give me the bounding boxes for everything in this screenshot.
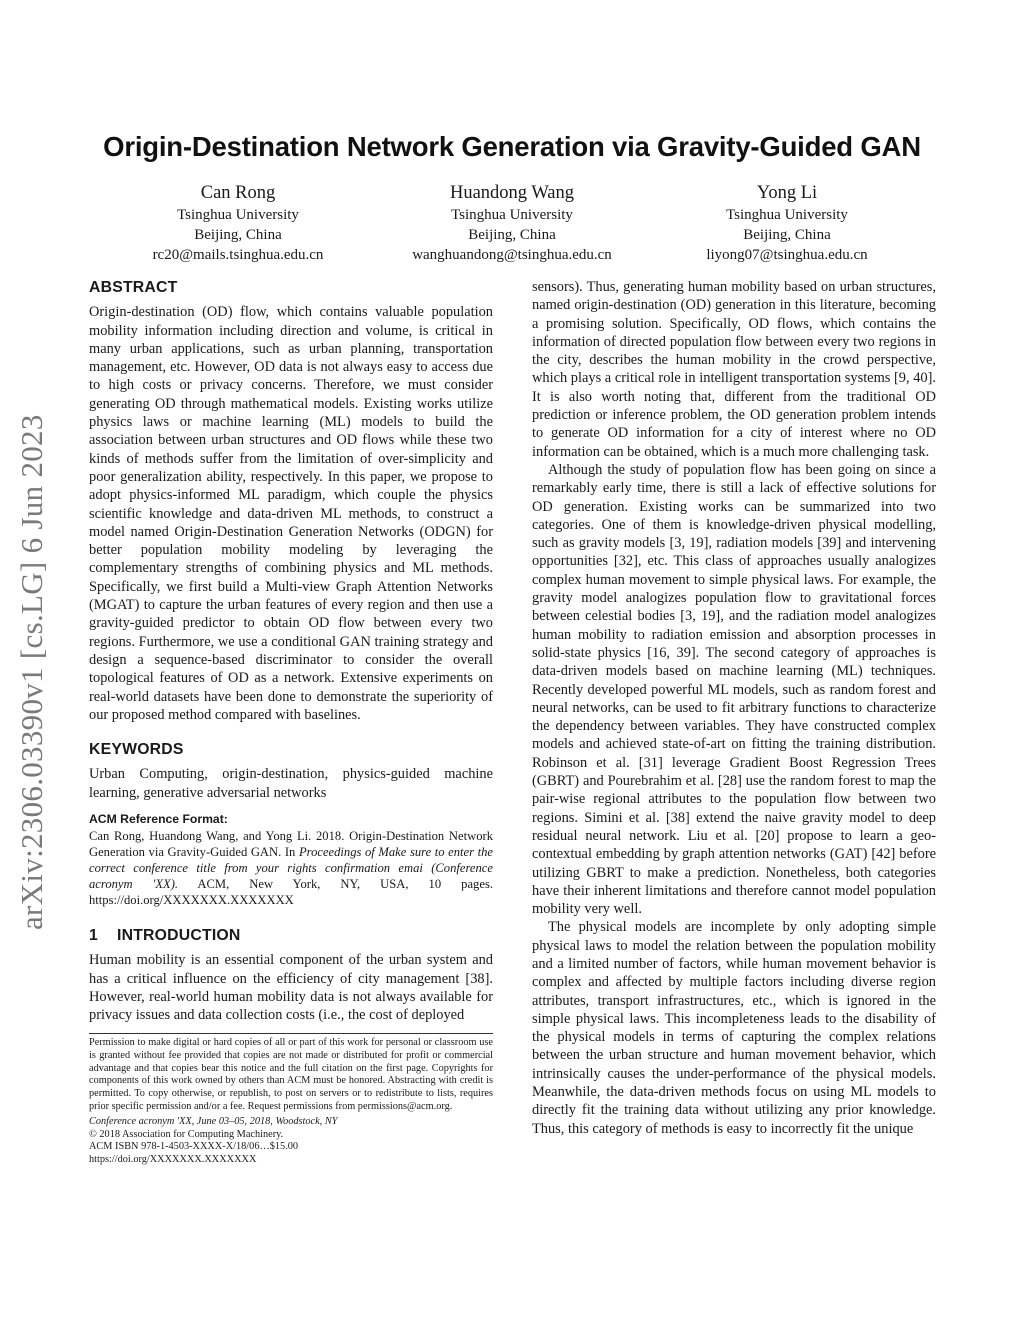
section-title: INTRODUCTION bbox=[117, 927, 241, 944]
paper-title: Origin-Destination Network Generation via Gravity-Guided GAN bbox=[103, 131, 921, 162]
author-location: Beijing, China bbox=[743, 227, 831, 243]
introduction-paragraph: The physical models are incomplete by only adopting simple physical laws to model the relation between the population mobility and a limited number of factors, while human movement behavior is complex and affected by multiple factors including diverse region attributes, transport infrastructures, etc., which is ignored in the simple physical laws. This incompleteness leads to the disability of the physical models in terms of capturing the complex relations between the urban structure and human movement behavior, which intrinsically causes the under-performance of the physical models. Meanwhile, the data-driven methods focus on using ML models to directly fit the training data without utilizing any prior knowledge. Thus, this category of methods is easy to incorrectly fit the unique bbox=[532, 919, 936, 1137]
copyright-footnote bbox=[89, 1037, 493, 1167]
author-block bbox=[88, 181, 388, 265]
author-affiliation: Tsinghua University bbox=[177, 207, 299, 223]
author-name: Yong Li bbox=[756, 183, 818, 203]
introduction-paragraph: Human mobility is an essential component of the urban system and has a critical influence on the efficiency of city management [38]. However, real-world human mobility data is not always available for privacy issues and data collection costs (i.e., the cost of deployed bbox=[89, 952, 493, 1024]
author-block bbox=[362, 181, 662, 265]
arxiv-identifier: arXiv:2306.03390v1 [cs.LG] 6 Jun 2023 bbox=[14, 414, 49, 930]
author-location: Beijing, China bbox=[468, 227, 556, 243]
section-number: 1 bbox=[89, 927, 98, 944]
copyright-line: © 2018 Association for Computing Machinery. bbox=[89, 1128, 284, 1140]
author-affiliation: Tsinghua University bbox=[451, 207, 573, 223]
abstract-text: Origin-destination (OD) flow, which contains valuable population mobility information including direction and volume, is critical in many urban applications, such as urban planning, transportation management, etc. However, OD data is not always easy to access due to high costs or privacy concerns. Therefore, we must consider generating OD through mathematical models. Existing works utilize physics laws or machine learning (ML) models to build the association between urban structures and OD flows while these two kinds of methods suffer from the limitation of over-simplicity and poor generalization ability, respectively. In this paper, we propose to adopt physics-informed ML paradigm, which couple the physics scientific knowledge and data-driven ML methods, to construct a model named Origin-Destination Generation Networks (ODGN) for better population mobility modeling by leveraging the complementary strengths of combining physics and ML methods. Specifically, we first build a Multi-view Graph Attention Networks (MGAT) to capture the urban features of every region and then use a gravity-guided predictor to obtain OD flow between every two regions. Furthermore, we use a conditional GAN training strategy and design a sequence-based discriminator to consider the overall topological features of OD as a network. Extensive experiments on real-world datasets have been done to demonstrate the superiority of our proposed method compared with baselines. bbox=[89, 304, 493, 723]
introduction-section bbox=[89, 927, 493, 1024]
author-email: liyong07@tsinghua.edu.cn bbox=[706, 247, 868, 263]
abstract-section bbox=[89, 279, 493, 724]
right-column-text bbox=[532, 278, 936, 1138]
acm-reference-authors: Can Rong, Huandong Wang, and Yong Li. 2018. Origin-Destination Network Generation via Gravity-Guided GAN. In bbox=[89, 829, 493, 860]
author-affiliation: Tsinghua University bbox=[726, 207, 848, 223]
acm-reference-publisher: ACM, New York, NY, USA, 10 pages. https://doi.org/XXXXXXX.XXXXXXX bbox=[89, 877, 493, 908]
keywords-heading: KEYWORDS bbox=[89, 741, 184, 758]
conference-line: Conference acronym 'XX, June 03–05, 2018, Woodstock, NY bbox=[89, 1115, 338, 1127]
abstract-heading: ABSTRACT bbox=[89, 279, 178, 296]
author-email: rc20@mails.tsinghua.edu.cn bbox=[152, 247, 324, 263]
author-location: Beijing, China bbox=[194, 227, 282, 243]
author-name: Huandong Wang bbox=[449, 183, 575, 203]
introduction-heading bbox=[89, 927, 493, 945]
author-name: Can Rong bbox=[200, 183, 276, 203]
acm-reference-venue: Proceedings of Make sure to enter the correct conference title from your rights confirmation emai (Conference acronym 'XX). bbox=[89, 845, 493, 892]
keywords-text: Urban Computing, origin-destination, physics-guided machine learning, generative adversarial networks bbox=[89, 766, 493, 801]
acm-reference-section bbox=[89, 810, 493, 908]
doi-line: https://doi.org/XXXXXXX.XXXXXXX bbox=[89, 1154, 257, 1166]
acm-reference-heading: ACM Reference Format: bbox=[89, 812, 228, 826]
introduction-paragraph: sensors). Thus, generating human mobility based on urban structures, named origin-destination (OD) generation in this literature, becoming a promising solution. Specifically, OD flows, which contains the information of directed population flow between every two regions in the city, describes the human mobility in the crowd perspective, which plays a critical role in intelligent transportation systems [9, 40]. It is also worth noting that, different from the traditional OD prediction or inference problem, the OD generation problem intends to generate OD information for a city of interest where no OD information can be obtained, which is a much more challenging task. bbox=[532, 279, 936, 460]
acm-reference-text bbox=[89, 828, 493, 908]
introduction-paragraph: Although the study of population flow has been going on since a remarkably early time, there is still a lack of effective solutions for OD generation. Existing works can be summarized into two categories. One of them is knowledge-driven physical modelling, such as gravity models [3, 19], radiation models [39] and intervening opportunities [32], etc. This class of approaches usually analogizes complex human movement to simple physical laws. For example, the gravity model analogizes population flow to gravitational forces between celestial bodies [3, 19], and the radiation model analogizes human mobility to radiation emission and absorption processes in solid-state physics [16, 39]. The second category of approaches is data-driven models based on machine learning (ML) techniques. Recently developed powerful ML models, such as random forest and neural networks, can be used to fit arbitrary functions to characterize the dependency between variables. They have constructed complex models and achieved state-of-art on fitting the training distribution. Robinson et al. [31] leverage Gradient Boost Regression Trees (GBRT) and Pourebrahim et al. [28] use the random forest to map the pair-wise regional attributes to the population flow between two regions. Simini et al. [38] extend the naive gravity model to deep residual neural network. Liu et al. [20] propose to learn a geo-contextual embedding by graph attention networks (GAT) [42] before utilizing GBRT to make a prediction. Nonetheless, both categories have their inherent limitations and therefore cannot model population mobility very well. bbox=[532, 461, 936, 918]
permission-notice: Permission to make digital or hard copies of all or part of this work for personal or classroom use is granted without fee provided that copies are not made or distributed for profit or commercial advantage and that copies bear this notice and the full citation on the first page. Copyrights for components of this work owned by others than ACM must be honored. Abstracting with credit is permitted. To copy otherwise, or republish, to post on servers or to redistribute to lists, requires prior specific permission and/or a fee. Request permissions from permissions@acm.org. bbox=[89, 1037, 493, 1112]
isbn-line: ACM ISBN 978-1-4503-XXXX-X/18/06…$15.00 bbox=[89, 1141, 299, 1153]
author-block bbox=[637, 181, 937, 265]
author-email: wanghuandong@tsinghua.edu.cn bbox=[412, 247, 612, 263]
keywords-section bbox=[89, 741, 493, 802]
footnote-divider bbox=[89, 1033, 493, 1034]
